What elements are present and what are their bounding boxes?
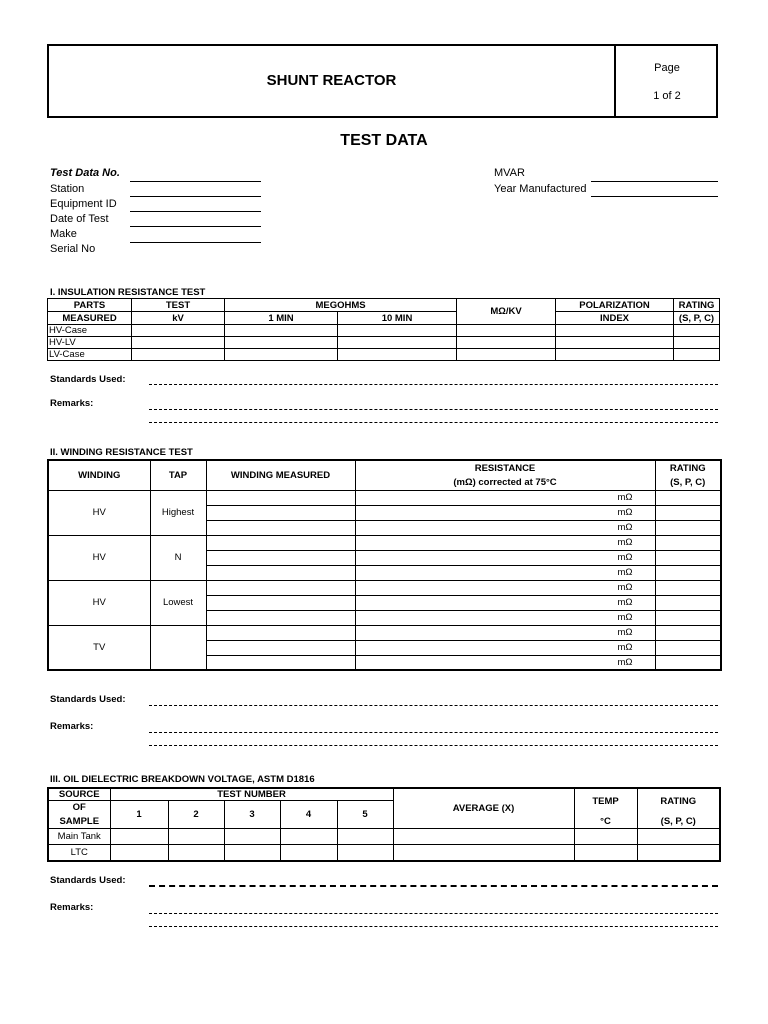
table-cell[interactable] xyxy=(457,349,556,361)
header-box xyxy=(47,44,718,118)
table-cell[interactable] xyxy=(674,337,720,349)
standards-used-line-1[interactable] xyxy=(149,384,718,385)
table-cell[interactable] xyxy=(110,829,168,845)
table-cell[interactable] xyxy=(338,349,457,361)
winding-cell: TV xyxy=(48,625,150,670)
table-cell[interactable] xyxy=(355,550,593,565)
remarks-line[interactable] xyxy=(149,745,718,746)
remarks-label-3: Remarks: xyxy=(50,902,94,913)
row-label-ltc: LTC xyxy=(48,845,110,861)
table-cell[interactable] xyxy=(206,565,355,580)
header-test-number: TEST NUMBER xyxy=(110,788,393,801)
table-cell[interactable] xyxy=(655,625,721,640)
table-cell[interactable] xyxy=(206,520,355,535)
form-title: SHUNT REACTOR xyxy=(266,72,397,89)
header-test-3: 3 xyxy=(224,801,280,829)
header-rating-spc: (S, P, C) xyxy=(637,815,720,829)
header-test-2: 2 xyxy=(168,801,224,829)
unit-cell: mΩ xyxy=(593,565,655,580)
table-cell[interactable] xyxy=(637,845,720,861)
section-winding-resistance: II. WINDING RESISTANCE TEST xyxy=(50,447,193,458)
table-cell[interactable] xyxy=(355,610,593,625)
winding-resistance-table xyxy=(47,459,722,671)
table-cell[interactable] xyxy=(355,490,593,505)
table-cell[interactable] xyxy=(224,845,280,861)
unit-cell: mΩ xyxy=(593,520,655,535)
field-label-serial-no: Serial No xyxy=(50,243,96,255)
header-sample: SAMPLE xyxy=(48,815,110,829)
table-cell[interactable] xyxy=(655,550,721,565)
insulation-resistance-table xyxy=(47,298,720,361)
winding-cell: HV xyxy=(48,535,150,580)
table-cell[interactable] xyxy=(457,325,556,337)
section-oil-dielectric: III. OIL DIELECTRIC BREAKDOWN VOLTAGE, ASTM D1816 xyxy=(50,774,315,785)
table-cell[interactable] xyxy=(655,610,721,625)
table-cell[interactable] xyxy=(355,535,593,550)
table-cell[interactable] xyxy=(355,580,593,595)
table-cell[interactable] xyxy=(574,829,637,845)
unit-cell: mΩ xyxy=(593,490,655,505)
table-cell[interactable] xyxy=(355,655,593,670)
header-average: AVERAGE (X) xyxy=(393,788,574,829)
table-cell[interactable] xyxy=(674,325,720,337)
table-cell[interactable] xyxy=(655,580,721,595)
standards-used-label-1: Standards Used: xyxy=(50,374,126,385)
table-cell[interactable] xyxy=(225,325,338,337)
table-cell[interactable] xyxy=(225,349,338,361)
tap-cell xyxy=(150,625,206,670)
table-cell[interactable] xyxy=(655,535,721,550)
header-rating: RATING xyxy=(674,299,720,312)
table-cell[interactable] xyxy=(655,595,721,610)
table-cell[interactable] xyxy=(637,829,720,845)
table-cell[interactable] xyxy=(655,640,721,655)
table-cell[interactable] xyxy=(168,845,224,861)
field-label-date-of-test: Date of Test xyxy=(50,213,109,225)
table-cell[interactable] xyxy=(355,565,593,580)
field-input-test-data-no[interactable] xyxy=(130,181,261,182)
row-label-main-tank: Main Tank xyxy=(48,829,110,845)
standards-used-line-3[interactable] xyxy=(149,885,718,887)
header-index: INDEX xyxy=(556,312,674,325)
standards-used-label-3: Standards Used: xyxy=(50,875,126,886)
table-cell[interactable] xyxy=(655,490,721,505)
table-cell[interactable] xyxy=(206,655,355,670)
field-label-station: Station xyxy=(50,183,85,195)
header-temp: TEMP xyxy=(574,788,637,815)
table-cell[interactable] xyxy=(280,829,337,845)
table-cell[interactable] xyxy=(337,829,393,845)
header-1-min: 1 MIN xyxy=(225,312,338,325)
unit-cell: mΩ xyxy=(593,595,655,610)
standards-used-label-2: Standards Used: xyxy=(50,694,126,705)
remarks-line[interactable] xyxy=(149,409,718,410)
row-label-hv-case: HV-Case xyxy=(48,325,132,337)
row-label-hv-lv: HV-LV xyxy=(48,337,132,349)
field-input-year-manufactured[interactable] xyxy=(591,196,718,197)
winding-cell: HV xyxy=(48,490,150,535)
unit-cell: mΩ xyxy=(593,655,655,670)
table-cell[interactable] xyxy=(556,325,674,337)
table-cell[interactable] xyxy=(206,550,355,565)
unit-cell: mΩ xyxy=(593,505,655,520)
header-kv: kV xyxy=(132,312,225,325)
table-cell[interactable] xyxy=(355,505,593,520)
table-cell[interactable] xyxy=(206,610,355,625)
tap-cell: N xyxy=(150,535,206,580)
remarks-line[interactable] xyxy=(149,732,718,733)
table-cell[interactable] xyxy=(574,845,637,861)
field-input-station[interactable] xyxy=(130,196,261,197)
table-cell[interactable] xyxy=(556,337,674,349)
tap-cell: Lowest xyxy=(150,580,206,625)
header-test-4: 4 xyxy=(280,801,337,829)
header-tap: TAP xyxy=(150,460,206,490)
remarks-label-2: Remarks: xyxy=(50,721,94,732)
header-test: TEST xyxy=(132,299,225,312)
table-cell[interactable] xyxy=(655,505,721,520)
header-mo-per-kv: MΩ/KV xyxy=(457,299,556,325)
winding-cell: HV xyxy=(48,580,150,625)
table-cell[interactable] xyxy=(655,655,721,670)
table-cell[interactable] xyxy=(110,845,168,861)
unit-cell: mΩ xyxy=(593,535,655,550)
table-cell[interactable] xyxy=(132,349,225,361)
remarks-line[interactable] xyxy=(149,422,718,423)
header-parts: PARTS xyxy=(48,299,132,312)
header-resistance-corrected: (mΩ) corrected at 75°C xyxy=(355,475,655,490)
remarks-line[interactable] xyxy=(149,926,718,927)
table-cell[interactable] xyxy=(206,535,355,550)
field-input-mvar[interactable] xyxy=(591,181,718,182)
page-label: Page xyxy=(654,62,680,74)
unit-cell: mΩ xyxy=(593,580,655,595)
table-cell[interactable] xyxy=(132,325,225,337)
header-megohms: MEGOHMS xyxy=(225,299,457,312)
table-cell[interactable] xyxy=(393,845,574,861)
field-label-make: Make xyxy=(50,228,77,240)
table-cell[interactable] xyxy=(206,640,355,655)
table-cell[interactable] xyxy=(393,829,574,845)
standards-used-line-2[interactable] xyxy=(149,705,718,706)
table-cell[interactable] xyxy=(355,640,593,655)
header-resistance: RESISTANCE xyxy=(355,460,655,475)
header-temp-unit: °C xyxy=(574,815,637,829)
oil-dielectric-table xyxy=(47,787,721,862)
field-input-make[interactable] xyxy=(130,242,261,243)
table-cell[interactable] xyxy=(206,580,355,595)
table-cell[interactable] xyxy=(655,565,721,580)
table-cell[interactable] xyxy=(337,845,393,861)
header-rating: RATING xyxy=(637,788,720,815)
header-test-5: 5 xyxy=(337,801,393,829)
table-cell[interactable] xyxy=(655,520,721,535)
row-label-lv-case: LV-Case xyxy=(48,349,132,361)
header-winding-measured: WINDING MEASURED xyxy=(206,460,355,490)
tap-cell: Highest xyxy=(150,490,206,535)
header-rating-spc: (S, P, C) xyxy=(674,312,720,325)
unit-cell: mΩ xyxy=(593,640,655,655)
table-cell[interactable] xyxy=(206,505,355,520)
header-rating-spc: (S, P, C) xyxy=(655,475,721,490)
field-label-mvar: MVAR xyxy=(494,167,525,179)
header-rating: RATING xyxy=(655,460,721,475)
field-label-equipment-id: Equipment ID xyxy=(50,198,117,210)
table-cell[interactable] xyxy=(338,337,457,349)
unit-cell: mΩ xyxy=(593,625,655,640)
header-polarization: POLARIZATION xyxy=(556,299,674,312)
header-test-1: 1 xyxy=(110,801,168,829)
table-cell[interactable] xyxy=(355,595,593,610)
table-cell[interactable] xyxy=(206,490,355,505)
table-cell[interactable] xyxy=(280,845,337,861)
table-cell[interactable] xyxy=(355,520,593,535)
table-cell[interactable] xyxy=(225,337,338,349)
field-label-test-data-no: Test Data No. xyxy=(50,167,120,179)
table-cell[interactable] xyxy=(556,349,674,361)
table-cell[interactable] xyxy=(168,829,224,845)
table-cell[interactable] xyxy=(457,337,556,349)
unit-cell: mΩ xyxy=(593,550,655,565)
header-winding: WINDING xyxy=(48,460,150,490)
header-measured: MEASURED xyxy=(48,312,132,325)
header-source-of: OF xyxy=(48,801,110,815)
table-cell[interactable] xyxy=(132,337,225,349)
field-input-equipment-id[interactable] xyxy=(130,211,261,212)
field-label-year-manufactured: Year Manufactured xyxy=(494,183,587,195)
field-input-date-of-test[interactable] xyxy=(130,226,261,227)
page-number: 1 of 2 xyxy=(653,90,681,102)
table-cell[interactable] xyxy=(674,349,720,361)
unit-cell: mΩ xyxy=(593,610,655,625)
section-insulation-resistance: I. INSULATION RESISTANCE TEST xyxy=(50,287,206,298)
table-cell[interactable] xyxy=(338,325,457,337)
header-divider xyxy=(614,46,616,116)
remarks-label-1: Remarks: xyxy=(50,398,94,409)
table-cell[interactable] xyxy=(206,625,355,640)
table-cell[interactable] xyxy=(206,595,355,610)
table-cell[interactable] xyxy=(224,829,280,845)
table-cell[interactable] xyxy=(355,625,593,640)
document-title: TEST DATA xyxy=(340,132,428,149)
header-source: SOURCE xyxy=(48,788,110,801)
header-10-min: 10 MIN xyxy=(338,312,457,325)
remarks-line[interactable] xyxy=(149,913,718,914)
